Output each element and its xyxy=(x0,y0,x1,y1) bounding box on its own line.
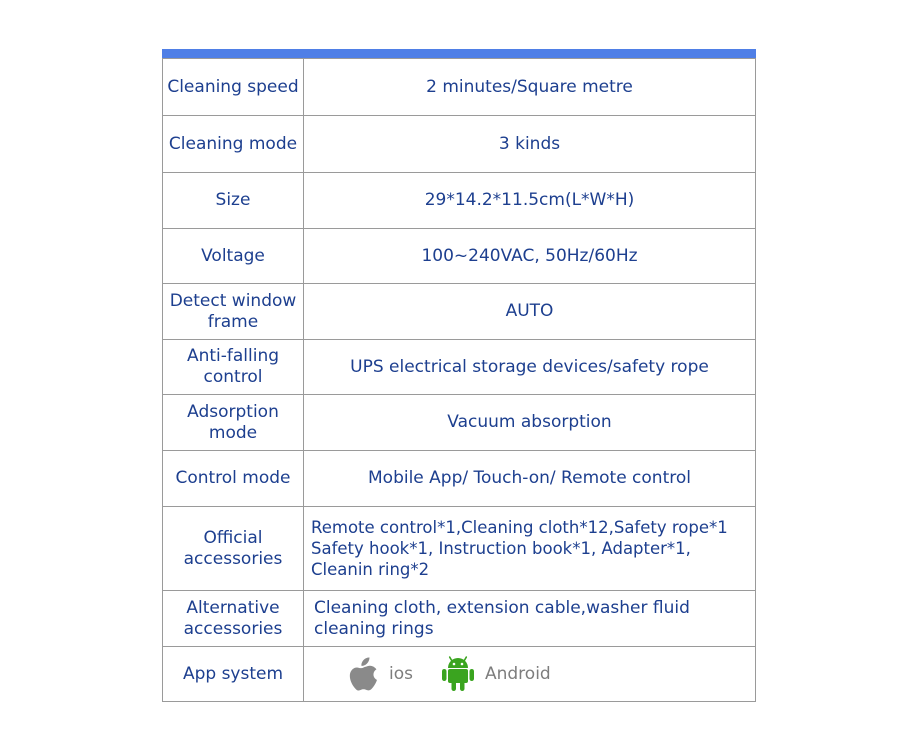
spec-label: Cleaning mode xyxy=(163,116,304,173)
spec-value: UPS electrical storage devices/safety rope xyxy=(304,340,756,395)
spec-sheet xyxy=(162,49,756,702)
spec-label: Voltage xyxy=(163,229,304,284)
spec-label: App system xyxy=(163,647,304,702)
app-name: Android xyxy=(484,663,551,684)
spec-value: 2 minutes/Square metre xyxy=(304,59,756,116)
table-row xyxy=(163,59,756,116)
table-row xyxy=(163,647,756,702)
spec-value: 3 kinds xyxy=(304,116,756,173)
table-row xyxy=(163,507,756,591)
apple-icon xyxy=(349,656,379,692)
table-row xyxy=(163,173,756,229)
spec-label: Detect window frame xyxy=(163,284,304,340)
spec-value: 29*14.2*11.5cm(L*W*H) xyxy=(304,173,756,229)
spec-value: Cleaning cloth, extension cable,washer fluid cleaning rings xyxy=(304,591,756,647)
spec-value: Vacuum absorption xyxy=(304,395,756,451)
spec-value: Mobile App/ Touch-on/ Remote control xyxy=(304,451,756,507)
app-ios xyxy=(349,656,413,692)
table-row xyxy=(163,395,756,451)
table-row xyxy=(163,591,756,647)
table-row xyxy=(163,451,756,507)
spec-value: Remote control*1,Cleaning cloth*12,Safety rope*1 Safety hook*1, Instruction book*1, Adapter*1, Cleanin ring*2 xyxy=(304,507,756,591)
spec-table xyxy=(162,58,756,702)
header-accent-bar xyxy=(162,49,756,58)
spec-label: Adsorption mode xyxy=(163,395,304,451)
spec-value: AUTO xyxy=(304,284,756,340)
spec-label: Alternative accessories xyxy=(163,591,304,647)
app-android xyxy=(441,655,551,693)
table-row xyxy=(163,340,756,395)
spec-value xyxy=(304,647,756,702)
spec-label: Control mode xyxy=(163,451,304,507)
spec-label: Anti-falling control xyxy=(163,340,304,395)
spec-label: Official accessories xyxy=(163,507,304,591)
table-row xyxy=(163,229,756,284)
table-row xyxy=(163,284,756,340)
spec-label: Size xyxy=(163,173,304,229)
table-row xyxy=(163,116,756,173)
spec-value: 100~240VAC, 50Hz/60Hz xyxy=(304,229,756,284)
app-name: ios xyxy=(389,663,413,684)
spec-label: Cleaning speed xyxy=(163,59,304,116)
app-list xyxy=(304,655,755,693)
android-icon xyxy=(441,655,475,693)
